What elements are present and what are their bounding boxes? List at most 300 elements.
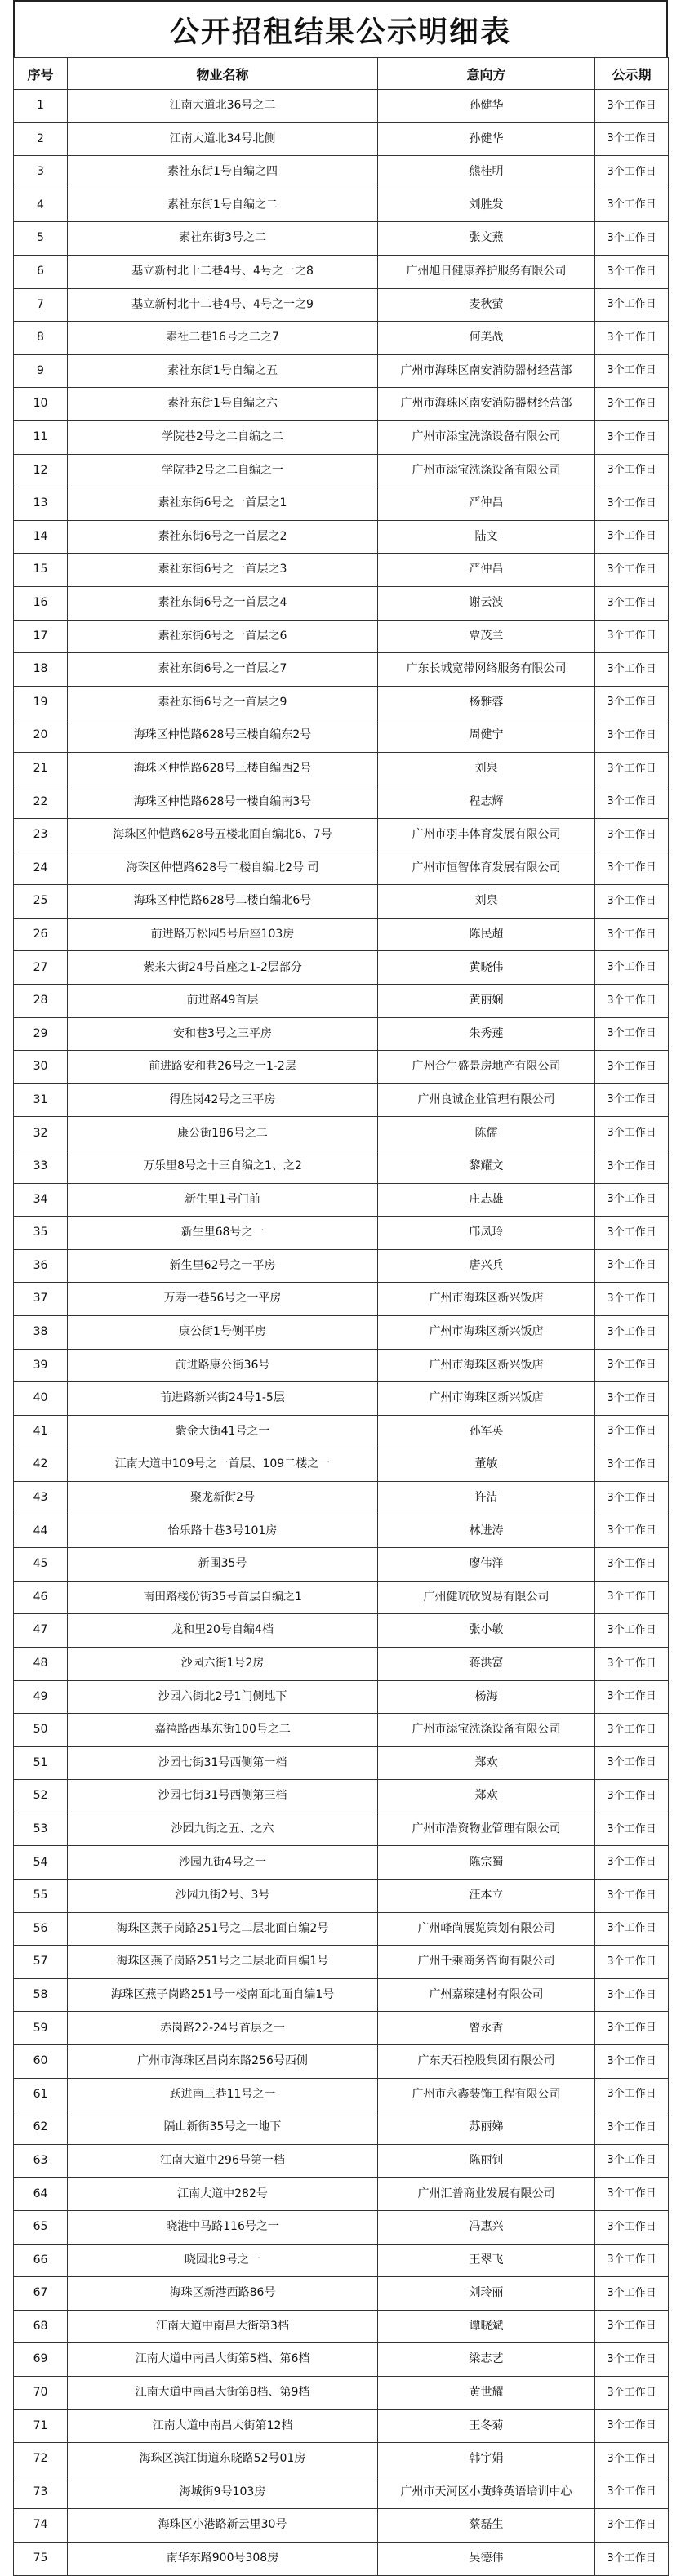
row-party: 苏丽娣 [378, 2111, 595, 2145]
row-index: 11 [14, 420, 68, 454]
row-index: 72 [14, 2443, 68, 2476]
row-index: 31 [14, 1083, 68, 1117]
table-row [14, 2244, 669, 2277]
row-property: 素社东街6号之一首层之3 [68, 554, 378, 587]
row-property: 江南大道中南昌大街第12档 [68, 2409, 378, 2443]
row-party: 程志辉 [378, 785, 595, 819]
table-row [14, 354, 669, 388]
table-row [14, 2078, 669, 2111]
table-row [14, 2542, 669, 2575]
table-row [14, 322, 669, 355]
row-period: 3个工作日 [595, 1017, 669, 1051]
row-period: 3个工作日 [595, 2045, 669, 2079]
row-party: 陈丽钊 [378, 2144, 595, 2178]
row-period: 3个工作日 [595, 1150, 669, 1184]
row-period: 3个工作日 [595, 1581, 669, 1614]
row-party: 陈宗蜀 [378, 1846, 595, 1880]
row-party: 熊桂明 [378, 156, 595, 189]
row-period: 3个工作日 [595, 1880, 669, 1913]
row-index: 65 [14, 2211, 68, 2245]
row-period: 3个工作日 [595, 785, 669, 819]
row-property: 海珠区仲恺路628号二楼自编北2号 司 [68, 852, 378, 885]
row-period: 3个工作日 [595, 2277, 669, 2311]
table-row [14, 1581, 669, 1614]
row-party: 邝凤玲 [378, 1217, 595, 1250]
row-index: 61 [14, 2078, 68, 2111]
row-property: 江南大道中296号第一档 [68, 2144, 378, 2178]
row-property: 素社东街1号自编之二 [68, 189, 378, 222]
table-row [14, 1780, 669, 1813]
row-period: 3个工作日 [595, 2310, 669, 2343]
row-property: 隔山新街35号之一地下 [68, 2111, 378, 2145]
row-property: 前进路万松园5号后座103房 [68, 918, 378, 951]
row-property: 晓港中马路116号之一 [68, 2211, 378, 2245]
row-period: 3个工作日 [595, 1382, 669, 1416]
row-property: 沙园七街31号西侧第一档 [68, 1746, 378, 1780]
row-party: 杨海 [378, 1680, 595, 1714]
table-row [14, 2476, 669, 2509]
row-property: 晓园北9号之一 [68, 2244, 378, 2277]
row-property: 紫金大街41号之一 [68, 1415, 378, 1448]
row-property: 素社东街6号之一首层之6 [68, 620, 378, 653]
row-party: 张文燕 [378, 222, 595, 256]
row-party: 孙健华 [378, 90, 595, 123]
row-property: 海珠区滨江街道东晓路52号01房 [68, 2443, 378, 2476]
row-period: 3个工作日 [595, 686, 669, 719]
table-row [14, 2012, 669, 2045]
row-index: 3 [14, 156, 68, 189]
row-index: 5 [14, 222, 68, 256]
table-body [14, 90, 669, 2576]
row-party: 广州市羽丰体育发展有限公司 [378, 819, 595, 852]
row-party: 庄志雄 [378, 1183, 595, 1217]
table-row [14, 1813, 669, 1846]
row-period: 3个工作日 [595, 222, 669, 256]
row-index: 39 [14, 1349, 68, 1382]
row-period: 3个工作日 [595, 985, 669, 1018]
row-party: 广州汇普商业发展有限公司 [378, 2178, 595, 2211]
row-period: 3个工作日 [595, 1117, 669, 1150]
row-period: 3个工作日 [595, 2211, 669, 2245]
row-period: 3个工作日 [595, 322, 669, 355]
table-row [14, 2211, 669, 2245]
row-party: 广州良诚企业管理有限公司 [378, 1083, 595, 1117]
row-index: 59 [14, 2012, 68, 2045]
row-party: 广州市添宝洗涤设备有限公司 [378, 1714, 595, 1747]
table-row [14, 951, 669, 985]
table-row [14, 2144, 669, 2178]
row-period: 3个工作日 [595, 1349, 669, 1382]
row-property: 跃进南三巷11号之一 [68, 2078, 378, 2111]
row-property: 素社东街1号自编之五 [68, 354, 378, 388]
row-period: 3个工作日 [595, 852, 669, 885]
table-row [14, 420, 669, 454]
table-row [14, 1249, 669, 1283]
row-property: 素社东街1号自编之六 [68, 388, 378, 421]
row-property: 素社二巷16号之二之7 [68, 322, 378, 355]
row-property: 海珠区燕子岗路251号之二层北面自编1号 [68, 1946, 378, 1979]
row-period: 3个工作日 [595, 554, 669, 587]
row-index: 47 [14, 1614, 68, 1648]
row-party: 吴德伟 [378, 2542, 595, 2575]
row-index: 16 [14, 586, 68, 620]
table-row [14, 918, 669, 951]
row-index: 41 [14, 1415, 68, 1448]
row-index: 32 [14, 1117, 68, 1150]
row-index: 38 [14, 1315, 68, 1349]
row-property: 学院巷2号之二自编之一 [68, 454, 378, 487]
row-party: 刘泉 [378, 752, 595, 785]
row-index: 8 [14, 322, 68, 355]
table-row [14, 1912, 669, 1946]
table-row [14, 288, 669, 322]
table-row [14, 752, 669, 785]
row-index: 20 [14, 719, 68, 753]
row-period: 3个工作日 [595, 420, 669, 454]
row-property: 江南大道中南昌大街第3档 [68, 2310, 378, 2343]
results-table [13, 57, 669, 2576]
row-party: 蒋洪富 [378, 1647, 595, 1680]
table-row [14, 90, 669, 123]
row-property: 嘉禧路西基东街100号之二 [68, 1714, 378, 1747]
row-property: 新生里1号门前 [68, 1183, 378, 1217]
row-index: 66 [14, 2244, 68, 2277]
row-index: 37 [14, 1283, 68, 1316]
row-property: 海珠区仲恺路628号五楼北面自编北6、7号 [68, 819, 378, 852]
row-index: 14 [14, 520, 68, 554]
row-index: 10 [14, 388, 68, 421]
row-index: 53 [14, 1813, 68, 1846]
table-row [14, 388, 669, 421]
row-property: 万乐里8号之十三自编之1、之2 [68, 1150, 378, 1184]
table-row [14, 2277, 669, 2311]
row-period: 3个工作日 [595, 1912, 669, 1946]
row-period: 3个工作日 [595, 1217, 669, 1250]
row-party: 广州市天河区小黄蜂英语培训中心 [378, 2476, 595, 2509]
row-period: 3个工作日 [595, 2376, 669, 2409]
row-index: 36 [14, 1249, 68, 1283]
row-period: 3个工作日 [595, 620, 669, 653]
row-index: 27 [14, 951, 68, 985]
row-party: 广州峰尚展览策划有限公司 [378, 1912, 595, 1946]
row-party: 黄晓伟 [378, 951, 595, 985]
row-index: 18 [14, 653, 68, 687]
row-period: 3个工作日 [595, 1415, 669, 1448]
table-row [14, 2443, 669, 2476]
row-index: 19 [14, 686, 68, 719]
table-row [14, 2310, 669, 2343]
row-period: 3个工作日 [595, 2542, 669, 2575]
row-index: 9 [14, 354, 68, 388]
row-index: 24 [14, 852, 68, 885]
row-period: 3个工作日 [595, 2409, 669, 2443]
table-row [14, 1880, 669, 1913]
table-row [14, 2376, 669, 2409]
table-row [14, 1183, 669, 1217]
row-period: 3个工作日 [595, 189, 669, 222]
row-property: 素社东街6号之一首层之9 [68, 686, 378, 719]
title-row [13, 0, 668, 57]
row-party: 黄世耀 [378, 2376, 595, 2409]
row-property: 安和巷3号之三平房 [68, 1017, 378, 1051]
row-party: 广州市海珠区新兴饭店 [378, 1382, 595, 1416]
row-party: 王冬菊 [378, 2409, 595, 2443]
row-index: 62 [14, 2111, 68, 2145]
row-party: 朱秀莲 [378, 1017, 595, 1051]
table-row [14, 985, 669, 1018]
row-party: 广州市海珠区新兴饭店 [378, 1315, 595, 1349]
row-period: 3个工作日 [595, 156, 669, 189]
row-party: 广州市浩资物业管理有限公司 [378, 1813, 595, 1846]
row-period: 3个工作日 [595, 1614, 669, 1648]
row-period: 3个工作日 [595, 586, 669, 620]
row-period: 3个工作日 [595, 288, 669, 322]
row-property: 海珠区燕子岗路251号之二层北面自编2号 [68, 1912, 378, 1946]
table-row [14, 2111, 669, 2145]
row-period: 3个工作日 [595, 354, 669, 388]
row-period: 3个工作日 [595, 2144, 669, 2178]
table-row [14, 2409, 669, 2443]
row-index: 28 [14, 985, 68, 1018]
table-row [14, 255, 669, 288]
table-row [14, 2178, 669, 2211]
table-row [14, 1415, 669, 1448]
row-party: 广州市恒智体育发展有限公司 [378, 852, 595, 885]
row-index: 6 [14, 255, 68, 288]
row-index: 45 [14, 1548, 68, 1582]
row-period: 3个工作日 [595, 2476, 669, 2509]
row-period: 3个工作日 [595, 487, 669, 521]
row-period: 3个工作日 [595, 2012, 669, 2045]
table-row [14, 1846, 669, 1880]
row-party: 汪本立 [378, 1880, 595, 1913]
row-property: 素社东街3号之二 [68, 222, 378, 256]
row-index: 7 [14, 288, 68, 322]
row-property: 海珠区仲恺路628号三楼自编西2号 [68, 752, 378, 785]
table-row [14, 189, 669, 222]
table-row [14, 1017, 669, 1051]
table-row [14, 852, 669, 885]
table-row [14, 1315, 669, 1349]
row-party: 黎耀文 [378, 1150, 595, 1184]
row-party: 董敏 [378, 1448, 595, 1482]
row-period: 3个工作日 [595, 255, 669, 288]
page-title: 公开招租结果公示明细表 [169, 14, 511, 49]
table-row [14, 2509, 669, 2543]
row-party: 许洁 [378, 1481, 595, 1515]
row-index: 30 [14, 1051, 68, 1084]
row-party: 陈民超 [378, 918, 595, 951]
row-party: 廖伟洋 [378, 1548, 595, 1582]
row-party: 广东长城宽带网络服务有限公司 [378, 653, 595, 687]
table-row [14, 1946, 669, 1979]
row-property: 沙园九街之五、之六 [68, 1813, 378, 1846]
row-party: 广州市添宝洗涤设备有限公司 [378, 454, 595, 487]
row-period: 3个工作日 [595, 885, 669, 919]
table-row [14, 586, 669, 620]
table-row [14, 487, 669, 521]
row-property: 江南大道中南昌大街第5档、第6档 [68, 2343, 378, 2377]
row-party: 刘泉 [378, 885, 595, 919]
row-period: 3个工作日 [595, 1283, 669, 1316]
table-row [14, 454, 669, 487]
row-property: 紫来大街24号首座之1-2层部分 [68, 951, 378, 985]
row-property: 前进路安和巷26号之一1-2层 [68, 1051, 378, 1084]
table-row [14, 1283, 669, 1316]
row-party: 梁志艺 [378, 2343, 595, 2377]
row-party: 张小敏 [378, 1614, 595, 1648]
row-period: 3个工作日 [595, 1548, 669, 1582]
row-period: 3个工作日 [595, 2443, 669, 2476]
table-row [14, 1978, 669, 2012]
table-row [14, 885, 669, 919]
row-index: 71 [14, 2409, 68, 2443]
row-property: 素社东街6号之一首层之7 [68, 653, 378, 687]
row-index: 57 [14, 1946, 68, 1979]
row-index: 21 [14, 752, 68, 785]
row-period: 3个工作日 [595, 1515, 669, 1548]
row-property: 海珠区仲恺路628号一楼自编南3号 [68, 785, 378, 819]
table-row [14, 1746, 669, 1780]
table-row [14, 785, 669, 819]
row-period: 3个工作日 [595, 1315, 669, 1349]
row-index: 33 [14, 1150, 68, 1184]
row-party: 广州旭日健康养护服务有限公司 [378, 255, 595, 288]
row-party: 孙军英 [378, 1415, 595, 1448]
row-party: 陆文 [378, 520, 595, 554]
row-party: 广州市永鑫装饰工程有限公司 [378, 2078, 595, 2111]
row-index: 29 [14, 1017, 68, 1051]
row-property: 海珠区小港路新云里30号 [68, 2509, 378, 2543]
row-period: 3个工作日 [595, 454, 669, 487]
table-row [14, 1382, 669, 1416]
row-index: 56 [14, 1912, 68, 1946]
row-party: 覃茂兰 [378, 620, 595, 653]
row-party: 广州市海珠区新兴饭店 [378, 1349, 595, 1382]
row-party: 蔡磊生 [378, 2509, 595, 2543]
row-property: 南华东路900号308房 [68, 2542, 378, 2575]
row-property: 学院巷2号之二自编之二 [68, 420, 378, 454]
row-property: 江南大道中109号之一首层、109二楼之一 [68, 1448, 378, 1482]
row-period: 3个工作日 [595, 90, 669, 123]
row-period: 3个工作日 [595, 1846, 669, 1880]
row-property: 沙园九街4号之一 [68, 1846, 378, 1880]
row-party: 广东天石控股集团有限公司 [378, 2045, 595, 2079]
row-property: 江南大道中282号 [68, 2178, 378, 2211]
row-period: 3个工作日 [595, 1647, 669, 1680]
row-property: 基立新村北十二巷4号、4号之一之8 [68, 255, 378, 288]
row-property: 前进路49首层 [68, 985, 378, 1018]
row-property: 基立新村北十二巷4号、4号之一之9 [68, 288, 378, 322]
row-party: 曾永香 [378, 2012, 595, 2045]
row-index: 70 [14, 2376, 68, 2409]
row-party: 麦秋萤 [378, 288, 595, 322]
row-period: 3个工作日 [595, 2111, 669, 2145]
header-row [14, 58, 669, 90]
row-party: 郑欢 [378, 1746, 595, 1780]
row-property: 康公街186号之二 [68, 1117, 378, 1150]
row-period: 3个工作日 [595, 1746, 669, 1780]
row-property: 素社东街6号之一首层之1 [68, 487, 378, 521]
row-period: 3个工作日 [595, 1051, 669, 1084]
row-party: 黄丽娴 [378, 985, 595, 1018]
row-property: 沙园七街31号西侧第三档 [68, 1780, 378, 1813]
row-property: 新围35号 [68, 1548, 378, 1582]
row-index: 55 [14, 1880, 68, 1913]
row-index: 17 [14, 620, 68, 653]
table-row [14, 1217, 669, 1250]
row-period: 3个工作日 [595, 1680, 669, 1714]
row-index: 48 [14, 1647, 68, 1680]
row-period: 3个工作日 [595, 653, 669, 687]
row-index: 60 [14, 2045, 68, 2079]
row-property: 广州市海珠区昌岗东路256号西侧 [68, 2045, 378, 2079]
row-party: 何美战 [378, 322, 595, 355]
row-party: 广州健琉欣贸易有限公司 [378, 1581, 595, 1614]
table-row [14, 653, 669, 687]
row-index: 68 [14, 2310, 68, 2343]
row-period: 3个工作日 [595, 1448, 669, 1482]
table-row [14, 1614, 669, 1648]
row-period: 3个工作日 [595, 1813, 669, 1846]
row-party: 严仲昌 [378, 554, 595, 587]
row-period: 3个工作日 [595, 1946, 669, 1979]
row-index: 2 [14, 122, 68, 156]
table-row [14, 1548, 669, 1582]
row-party: 广州嘉臻建材有限公司 [378, 1978, 595, 2012]
row-property: 素社东街6号之一首层之2 [68, 520, 378, 554]
row-period: 3个工作日 [595, 1780, 669, 1813]
table-row [14, 122, 669, 156]
table-row [14, 2045, 669, 2079]
row-index: 12 [14, 454, 68, 487]
table-row [14, 1515, 669, 1548]
table-row [14, 686, 669, 719]
row-party: 刘胜发 [378, 189, 595, 222]
row-period: 3个工作日 [595, 2244, 669, 2277]
table-row [14, 2343, 669, 2377]
table-row [14, 1117, 669, 1150]
row-index: 23 [14, 819, 68, 852]
table-row [14, 520, 669, 554]
row-index: 13 [14, 487, 68, 521]
row-party: 陈儒 [378, 1117, 595, 1150]
row-index: 64 [14, 2178, 68, 2211]
row-property: 江南大道北34号北侧 [68, 122, 378, 156]
row-period: 3个工作日 [595, 122, 669, 156]
row-property: 海珠区新港西路86号 [68, 2277, 378, 2311]
row-property: 海城街9号103房 [68, 2476, 378, 2509]
row-property: 沙园六街北2号1门侧地下 [68, 1680, 378, 1714]
row-period: 3个工作日 [595, 1714, 669, 1747]
row-index: 35 [14, 1217, 68, 1250]
row-party: 广州千乘商务咨询有限公司 [378, 1946, 595, 1979]
row-party: 谭晓斌 [378, 2310, 595, 2343]
row-index: 43 [14, 1481, 68, 1515]
row-period: 3个工作日 [595, 918, 669, 951]
row-property: 海珠区仲恺路628号三楼自编东2号 [68, 719, 378, 753]
row-property: 聚龙新街2号 [68, 1481, 378, 1515]
table-row [14, 1083, 669, 1117]
row-property: 龙和里20号自编4档 [68, 1614, 378, 1648]
table-row [14, 554, 669, 587]
row-party: 广州市添宝洗涤设备有限公司 [378, 420, 595, 454]
row-party: 韩宇娟 [378, 2443, 595, 2476]
row-property: 江南大道北36号之二 [68, 90, 378, 123]
row-period: 3个工作日 [595, 388, 669, 421]
row-property: 素社东街1号自编之四 [68, 156, 378, 189]
row-period: 3个工作日 [595, 819, 669, 852]
